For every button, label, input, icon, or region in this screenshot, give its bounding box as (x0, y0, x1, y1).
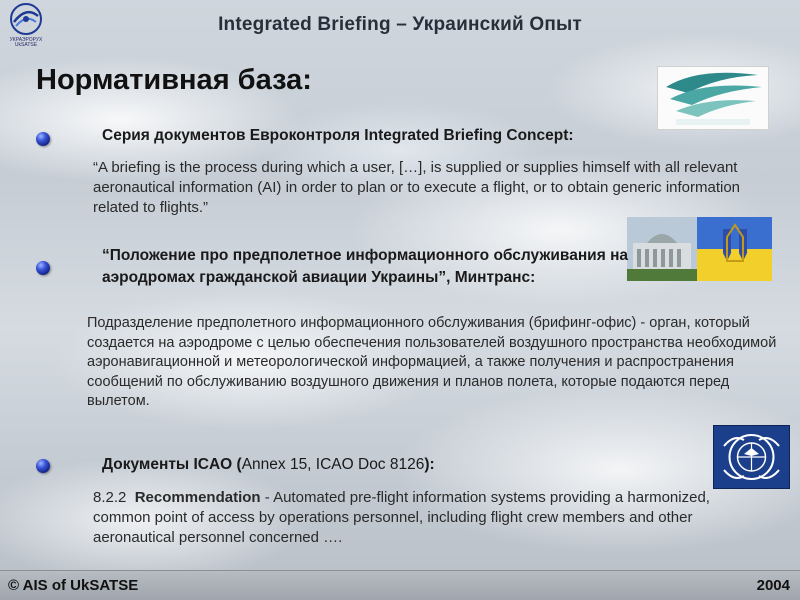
icao-recommendation (93, 488, 753, 548)
icao-title-annex: Annex 15, ICAO Doc 8126 (241, 456, 425, 473)
icao-rec-body: - Automated pre-flight information systems providing a harmonized, common point of access by operations personnel, including flight crew members and other aeronautical personnel concerned …. (93, 489, 710, 546)
icao-logo (713, 425, 790, 489)
icao-title-end: ): (424, 456, 435, 473)
bullet-icon (36, 261, 50, 275)
slide-top-title: Integrated Briefing – Украинский Опыт (218, 14, 582, 35)
icao-rec-number: 8.2.2 (93, 489, 127, 506)
bullet-icon (36, 132, 50, 146)
icao-title-start: Документы ICAO ( (102, 456, 242, 473)
page-heading: Нормативная база: (36, 64, 312, 96)
footer-year: 2004 (756, 577, 790, 594)
ais-ahead-logo (657, 66, 769, 130)
section-title-icao (102, 454, 435, 476)
bullet-icon (36, 459, 50, 473)
section-title-eurocontrol: Серия документов Евроконтроля Integrated Briefing Concept: (102, 127, 574, 144)
eurocontrol-quote: “A briefing is the process during which a user, […], is supplied or supplies himself with all relevant aeronautical information (AI) in order to plan or to execute a flight, or to obtain generic information related to flights.” (93, 159, 741, 216)
verkhovna-rada-flag-image (627, 217, 772, 281)
icao-rec-label: Recommendation (134, 489, 261, 506)
footer-bar (0, 570, 800, 600)
footer-copyright: © AIS of UkSATSE (8, 577, 139, 594)
uksatse-logo-text: УКРАЭРОРУХ UkSATSE (9, 37, 43, 48)
section-title-mintrans: “Положение про предполетное информационного обслуживания на аэродромах гражданской авиации Украины”, Минтранс: (102, 247, 629, 286)
mintrans-definition: Подразделение предполетного информационного обслуживания (брифинг-офис) - орган, который создается на аэродроме с целью обеспечения пользователей воздушного пространства необходимой аэронавигационной и метеорологической информацией, а также получения и распространения сообщений по обслуживанию воздушного движения и планов полета, которые подаются перед вылетом. (87, 315, 777, 409)
